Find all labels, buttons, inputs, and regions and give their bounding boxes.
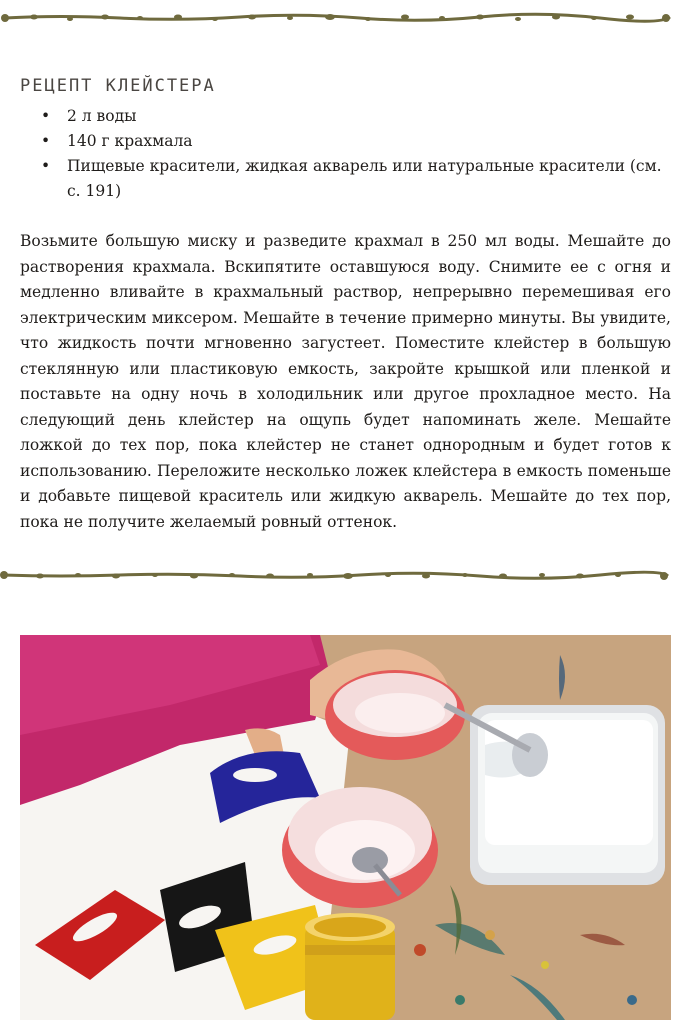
ingredient-list — [20, 104, 671, 204]
pink-bowl-small — [325, 670, 465, 760]
paste-preparation-photo — [20, 635, 671, 1020]
bullet-icon: • — [41, 107, 51, 125]
ingredient-item — [20, 104, 671, 129]
bullet-icon: • — [41, 157, 51, 175]
ingredient-item — [20, 154, 671, 204]
photo-illustration — [20, 635, 671, 1020]
recipe-title: РЕЦЕПТ КЛЕЙСТЕРА — [20, 76, 216, 96]
ingredient-text: Пищевые красители, жидкая акварель или натуральные красители (см. с. 191) — [67, 157, 662, 200]
ingredient-text: 140 г крахмала — [67, 132, 193, 150]
top-decorative-divider — [0, 8, 681, 26]
bullet-icon: • — [41, 132, 51, 150]
instructions-paragraph: Возьмите большую миску и разведите крахмал в 250 мл воды. Мешайте до растворения крахмала. Вскипятите оставшуюся воду. Снимите ее с огня и медленно вливайте в крахмальный раствор, непрерывно перемешивая его электрическим миксером. Мешайте в течение примерно минуты. Вы увидите, что жидкость почти мгновенно загустеет. Поместите клейстер в большую стеклянную или пластиковую емкость, закройте крышкой или пленкой и поставьте на одну ночь в холодильник или другое прохладное место. На следующий день клейстер на ощупь будет напоминать желе. Мешайте ложкой до тех пор, пока клейстер не станет однородным и будет готов к использованию. Переложите несколько ложек клейстера в емкость поменьше и добавьте пищевой краситель или жидкую акварель. Мешайте до тех пор, пока не получите желаемый ровный оттенок. — [20, 232, 671, 531]
pink-bowl-large — [282, 787, 438, 908]
bottom-decorative-divider — [0, 566, 681, 584]
ingredient-text: 2 л воды — [67, 107, 137, 125]
ingredient-item — [20, 129, 671, 154]
yellow-paint-jar — [305, 913, 395, 1020]
paste-container — [445, 705, 665, 885]
